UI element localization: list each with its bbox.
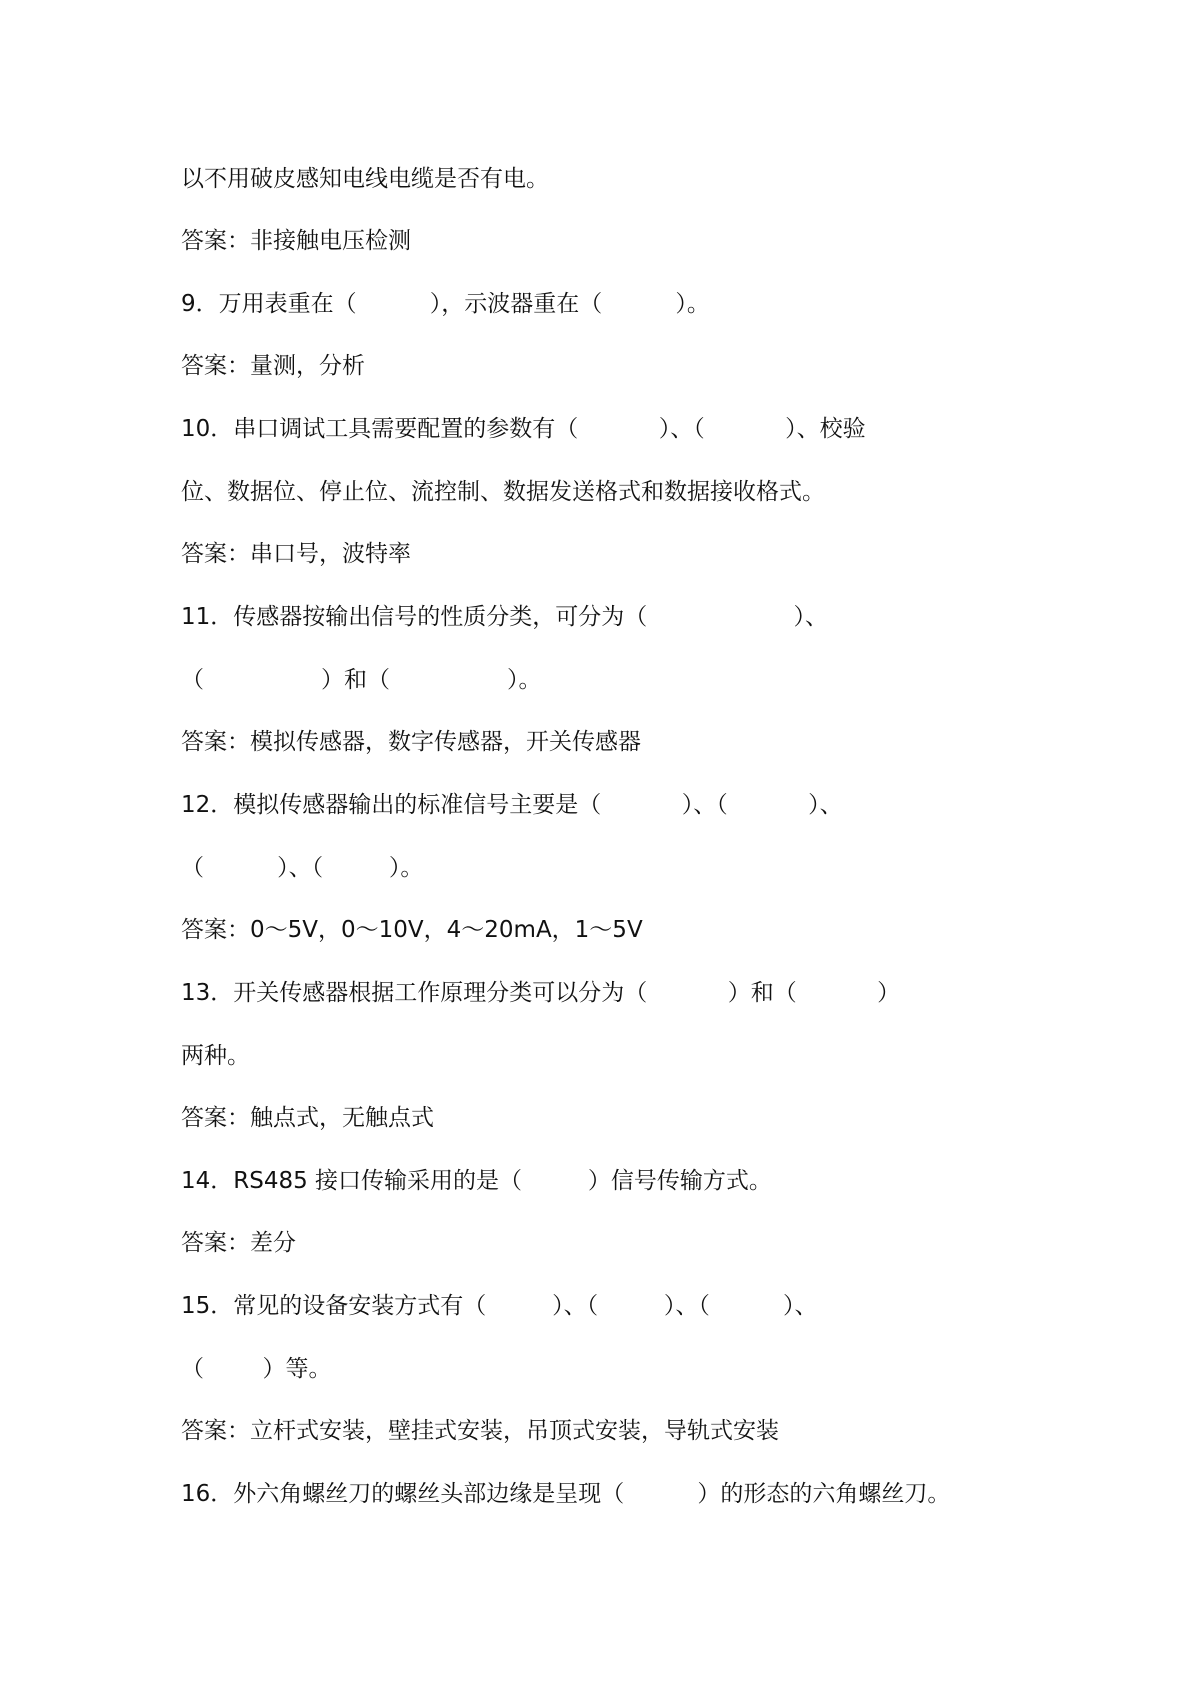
answer-line-13: 答案：触点式，无触点式: [181, 1105, 434, 1131]
question-10-line-2: 位、数据位、停止位、流控制、数据发送格式和数据接收格式。: [181, 479, 825, 505]
question-9: 9．万用表重在（ ），示波器重在（ ）。: [181, 291, 710, 317]
answer-line-15: 答案：立杆式安装，壁挂式安装，吊顶式安装，导轨式安装: [181, 1418, 779, 1444]
question-15-line-1: 15．常见的设备安装方式有（ ）、（ ）、（ ）、: [181, 1293, 818, 1319]
question-13-line-2: 两种。: [181, 1043, 250, 1069]
question-15-line-2: （ ）等。: [181, 1356, 332, 1382]
question-11-line-2: （ ）和（ ）。: [181, 667, 542, 693]
question-13-line-1: 13．开关传感器根据工作原理分类可以分为（ ）和（ ）: [181, 980, 901, 1006]
question-16: 16．外六角螺丝刀的螺丝头部边缘是呈现（ ）的形态的六角螺丝刀。: [181, 1481, 951, 1507]
answer-line-12: 答案：0～5V，0～10V，4～20mA，1～5V: [181, 917, 643, 943]
answer-line-10: 答案：串口号，波特率: [181, 541, 411, 567]
answer-line-8: 答案：非接触电压检测: [181, 228, 411, 254]
text-line-1: 以不用破皮感知电线电缆是否有电。: [181, 166, 549, 192]
answer-line-11: 答案：模拟传感器，数字传感器，开关传感器: [181, 729, 641, 755]
question-12-line-2: （ ）、（ ）。: [181, 855, 424, 881]
answer-line-9: 答案：量测，分析: [181, 353, 365, 379]
question-12-line-1: 12．模拟传感器输出的标准信号主要是（ ）、（ ）、: [181, 792, 843, 818]
question-11-line-1: 11．传感器按输出信号的性质分类，可分为（ ）、: [181, 604, 828, 630]
answer-line-14: 答案：差分: [181, 1230, 296, 1256]
question-10-line-1: 10．串口调试工具需要配置的参数有（ ）、（ ）、校验: [181, 416, 866, 442]
question-14: 14．RS485 接口传输采用的是（ ）信号传输方式。: [181, 1168, 772, 1194]
